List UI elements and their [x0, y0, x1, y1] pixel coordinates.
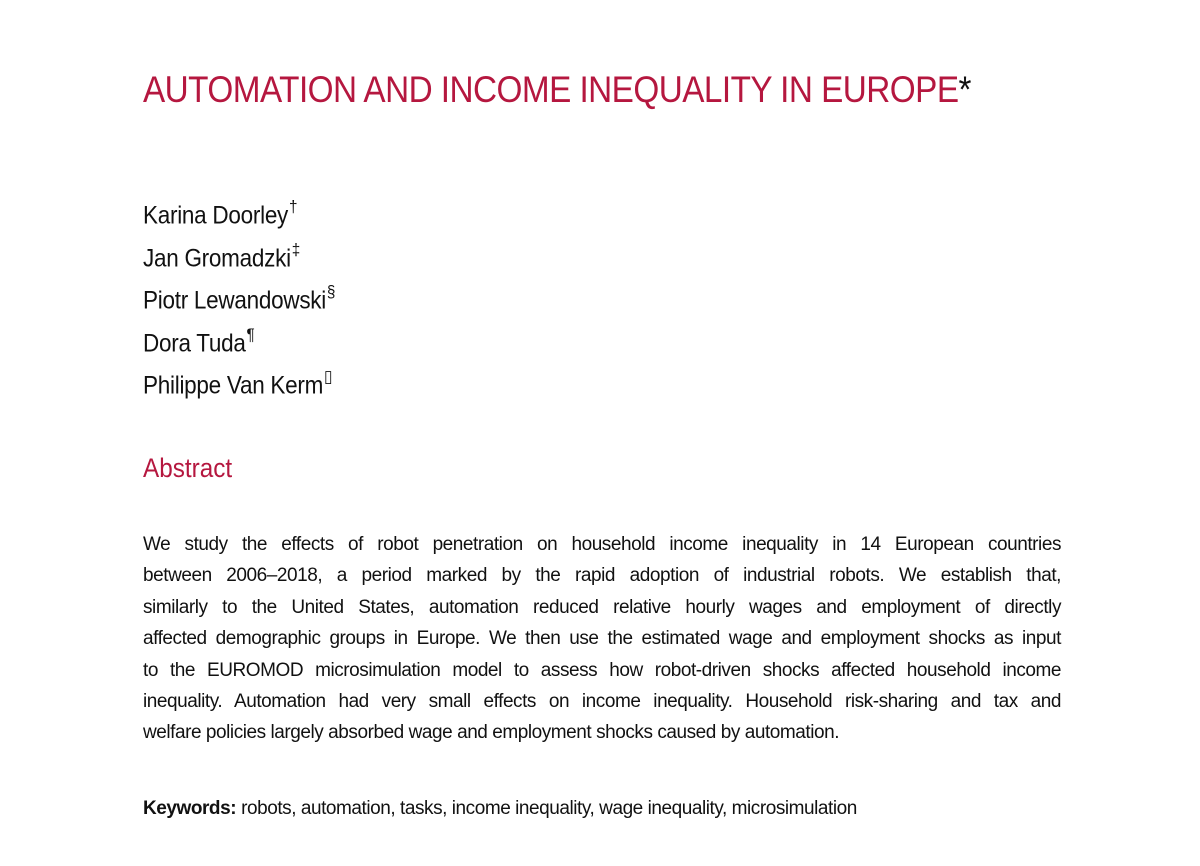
- abstract-line: similarly to the United States, automation reduced relative hourly wages and employment of directly: [143, 596, 1061, 618]
- author-footnote-marker: ¶: [246, 324, 255, 344]
- abstract-line: to the EUROMOD microsimulation model to assess how robot-driven shocks affected household income: [143, 659, 1061, 681]
- paper-title: [143, 64, 971, 116]
- paper-title-text: AUTOMATION AND INCOME INEQUALITY IN EUROPE: [143, 69, 959, 110]
- author-list: [143, 188, 357, 401]
- abstract-line: We study the effects of robot penetration on household income inequality in 14 European countries: [143, 534, 1061, 555]
- keywords-label: Keywords:: [143, 798, 237, 819]
- keywords-text: robots, automation, tasks, income inequality, wage inequality, microsimulation: [241, 798, 857, 819]
- abstract-text: [143, 529, 1061, 749]
- author-item: [143, 231, 335, 274]
- author-item: [143, 273, 335, 316]
- author-item: [143, 188, 335, 231]
- author-name: Dora Tuda: [143, 328, 246, 357]
- author-name: Philippe Van Kerm: [143, 371, 324, 400]
- abstract-line: welfare policies largely absorbed wage and employment shocks caused by automation.: [143, 722, 840, 744]
- author-footnote-marker: ▯: [323, 367, 333, 386]
- author-item: [143, 316, 335, 359]
- author-name: Piotr Lewandowski: [143, 286, 327, 315]
- keywords: [143, 794, 857, 824]
- author-name: Jan Gromadzki: [143, 243, 291, 272]
- author-footnote-marker: §: [326, 282, 336, 301]
- author-footnote-marker: ‡: [291, 239, 300, 259]
- abstract-line: between 2006–2018, a period marked by the rapid adoption of industrial robots. We establish that,: [143, 565, 1061, 587]
- author-name: Karina Doorley: [143, 201, 289, 230]
- abstract-heading: Abstract: [143, 453, 233, 483]
- title-footnote-marker: *: [958, 69, 971, 110]
- abstract-line: inequality. Automation had very small effects on income inequality. Household risk-sharing and tax and: [143, 690, 1061, 712]
- author-item: [143, 358, 335, 401]
- abstract-line: affected demographic groups in Europe. We then use the estimated wage and employment shocks as input: [143, 628, 1061, 650]
- author-footnote-marker: †: [288, 197, 298, 216]
